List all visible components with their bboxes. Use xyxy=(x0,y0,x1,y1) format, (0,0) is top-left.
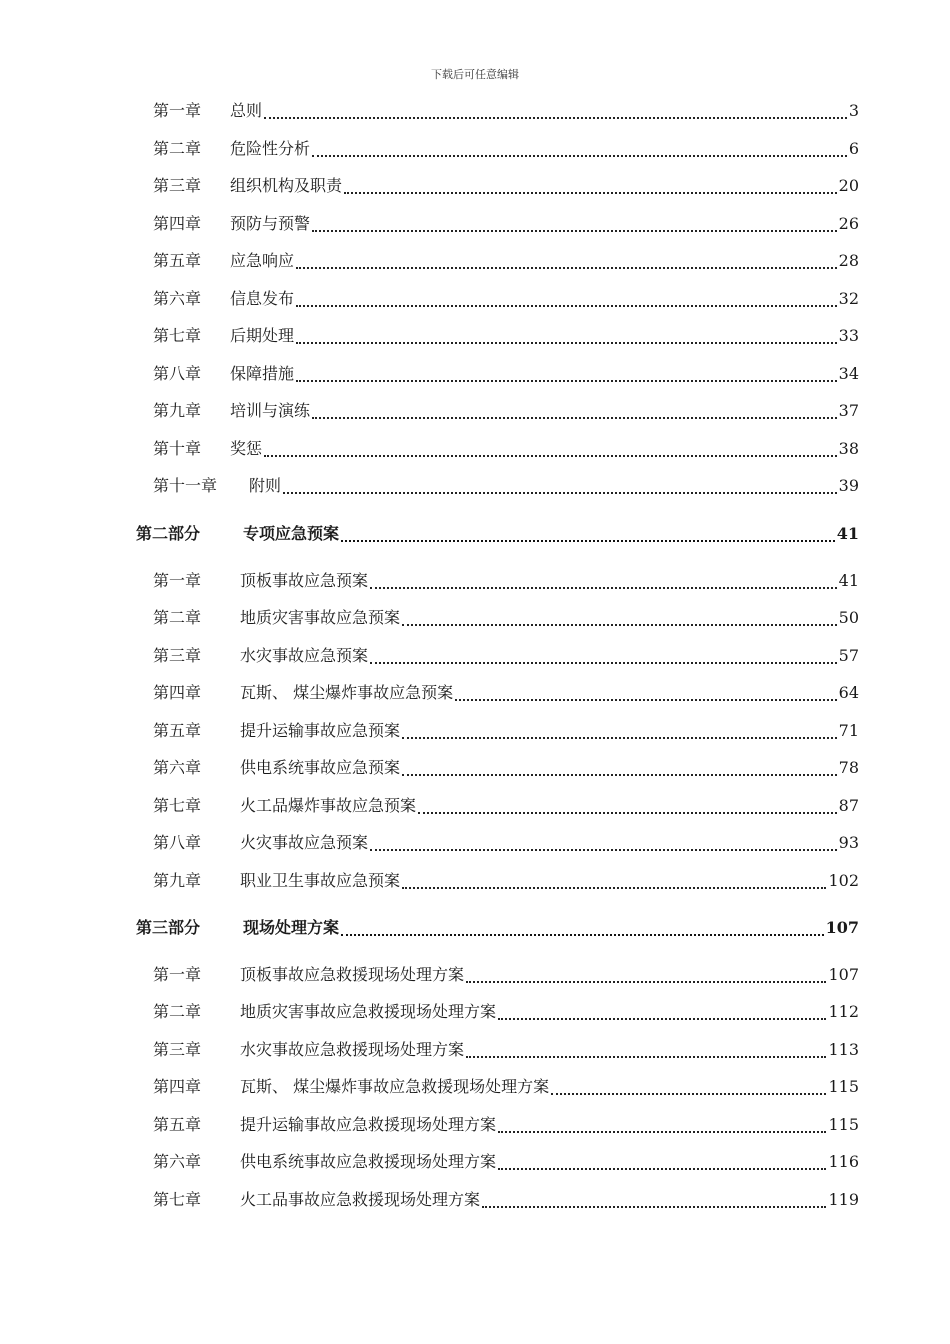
dot-leader xyxy=(344,192,837,194)
chapter-title: 保障措施 xyxy=(230,364,295,383)
page-number: 119 xyxy=(828,1190,859,1209)
page-number: 115 xyxy=(828,1115,859,1134)
chapter-number: 第九章 xyxy=(153,871,202,890)
toc-entry[interactable] xyxy=(153,756,859,780)
page-number: 113 xyxy=(828,1040,859,1059)
chapter-title: 火工品爆炸事故应急预案 xyxy=(240,796,417,815)
chapter-title: 提升运输事故应急救援现场处理方案 xyxy=(240,1115,497,1134)
chapter-number: 第六章 xyxy=(153,758,202,777)
page-number: 20 xyxy=(838,176,859,195)
page-number: 107 xyxy=(825,918,859,937)
dot-leader xyxy=(498,1168,826,1170)
dot-leader xyxy=(283,492,837,494)
page-number: 87 xyxy=(838,796,859,815)
page-number: 64 xyxy=(838,683,859,702)
chapter-title: 提升运输事故应急预案 xyxy=(240,721,401,740)
part-title: 专项应急预案 xyxy=(243,524,340,543)
toc-entry[interactable] xyxy=(153,137,859,161)
dot-leader xyxy=(455,699,837,701)
chapter-number: 第五章 xyxy=(153,1115,202,1134)
page-number: 32 xyxy=(838,289,859,308)
toc-part-heading[interactable] xyxy=(136,522,859,546)
dot-leader xyxy=(498,1131,826,1133)
page-number: 115 xyxy=(828,1077,859,1096)
chapter-title: 供电系统事故应急救援现场处理方案 xyxy=(240,1152,497,1171)
chapter-title: 瓦斯、 煤尘爆炸事故应急救援现场处理方案 xyxy=(240,1077,550,1096)
toc-entry[interactable] xyxy=(153,569,859,593)
chapter-number: 第四章 xyxy=(153,214,202,233)
chapter-title: 火工品事故应急救援现场处理方案 xyxy=(240,1190,481,1209)
page-header: 下载后可任意编辑 xyxy=(431,68,519,81)
toc-entry[interactable] xyxy=(153,1000,859,1024)
chapter-number: 第五章 xyxy=(153,251,202,270)
chapter-title: 供电系统事故应急预案 xyxy=(240,758,401,777)
chapter-number: 第二章 xyxy=(153,1002,202,1021)
chapter-title: 顶板事故应急救援现场处理方案 xyxy=(240,965,465,984)
dot-leader xyxy=(370,587,837,589)
toc-entry[interactable] xyxy=(153,1038,859,1062)
chapter-number: 第十章 xyxy=(153,439,202,458)
dot-leader xyxy=(551,1093,826,1095)
page-number: 39 xyxy=(838,476,859,495)
chapter-number: 第五章 xyxy=(153,721,202,740)
dot-leader xyxy=(312,230,837,232)
page-number: 50 xyxy=(838,608,859,627)
chapter-number: 第一章 xyxy=(153,571,202,590)
toc-entry[interactable] xyxy=(153,362,859,386)
dot-leader xyxy=(402,774,837,776)
page-number: 78 xyxy=(838,758,859,777)
chapter-title: 水灾事故应急预案 xyxy=(240,646,369,665)
chapter-title: 培训与演练 xyxy=(230,401,311,420)
toc-entry[interactable] xyxy=(153,1188,859,1212)
toc-entry[interactable] xyxy=(153,474,859,498)
toc-entry[interactable] xyxy=(153,99,859,123)
chapter-number: 第十一章 xyxy=(153,476,218,495)
dot-leader xyxy=(296,380,837,382)
toc-entry[interactable] xyxy=(153,1075,859,1099)
dot-leader xyxy=(341,934,824,936)
chapter-number: 第一章 xyxy=(153,965,202,984)
dot-leader xyxy=(402,887,826,889)
page-number: 116 xyxy=(828,1152,859,1171)
page-number: 102 xyxy=(828,871,859,890)
chapter-number: 第八章 xyxy=(153,833,202,852)
page-number: 71 xyxy=(838,721,859,740)
dot-leader xyxy=(466,981,826,983)
chapter-number: 第六章 xyxy=(153,289,202,308)
dot-leader xyxy=(296,305,837,307)
toc-entry[interactable] xyxy=(153,869,859,893)
chapter-title: 危险性分析 xyxy=(230,139,311,158)
chapter-title: 后期处理 xyxy=(230,326,295,345)
chapter-number: 第三章 xyxy=(153,646,202,665)
chapter-title: 职业卫生事故应急预案 xyxy=(240,871,401,890)
toc-entry[interactable] xyxy=(153,606,859,630)
page-number: 6 xyxy=(848,139,859,158)
page-number: 33 xyxy=(838,326,859,345)
toc-entry[interactable] xyxy=(153,831,859,855)
chapter-number: 第七章 xyxy=(153,796,202,815)
chapter-number: 第一章 xyxy=(153,101,202,120)
dot-leader xyxy=(402,737,837,739)
chapter-number: 第二章 xyxy=(153,139,202,158)
chapter-number: 第四章 xyxy=(153,683,202,702)
chapter-title: 应急响应 xyxy=(230,251,295,270)
toc-entry[interactable] xyxy=(153,399,859,423)
dot-leader xyxy=(296,267,837,269)
page-number: 38 xyxy=(838,439,859,458)
chapter-title: 信息发布 xyxy=(230,289,295,308)
part-title: 现场处理方案 xyxy=(243,918,340,937)
toc-entry[interactable] xyxy=(153,249,859,273)
toc-entry[interactable] xyxy=(153,719,859,743)
page-number: 41 xyxy=(838,571,859,590)
toc-entry[interactable] xyxy=(153,287,859,311)
page-number: 112 xyxy=(828,1002,859,1021)
chapter-number: 第九章 xyxy=(153,401,202,420)
page-number: 57 xyxy=(838,646,859,665)
page-number: 93 xyxy=(838,833,859,852)
dot-leader xyxy=(312,155,847,157)
dot-leader xyxy=(418,812,837,814)
dot-leader xyxy=(498,1018,826,1020)
chapter-title: 预防与预警 xyxy=(230,214,311,233)
chapter-number: 第四章 xyxy=(153,1077,202,1096)
chapter-title: 奖惩 xyxy=(230,439,263,458)
chapter-title: 瓦斯、 煤尘爆炸事故应急预案 xyxy=(240,683,454,702)
toc-entry[interactable] xyxy=(153,174,859,198)
part-label: 第二部分 xyxy=(136,524,201,543)
dot-leader xyxy=(370,849,837,851)
toc-entry[interactable] xyxy=(153,212,859,236)
dot-leader xyxy=(402,624,837,626)
dot-leader xyxy=(264,455,837,457)
dot-leader xyxy=(482,1206,826,1208)
page-number: 28 xyxy=(838,251,859,270)
toc-entry[interactable] xyxy=(153,963,859,987)
dot-leader xyxy=(466,1056,826,1058)
dot-leader xyxy=(370,662,837,664)
dot-leader xyxy=(341,540,835,542)
chapter-title: 附则 xyxy=(249,476,282,495)
chapter-number: 第二章 xyxy=(153,608,202,627)
toc-part-heading[interactable] xyxy=(136,916,859,940)
chapter-title: 火灾事故应急预案 xyxy=(240,833,369,852)
toc-entry[interactable] xyxy=(153,794,859,818)
toc-entry[interactable] xyxy=(153,1113,859,1137)
chapter-number: 第六章 xyxy=(153,1152,202,1171)
chapter-title: 顶板事故应急预案 xyxy=(240,571,369,590)
toc-entry[interactable] xyxy=(153,1150,859,1174)
dot-leader xyxy=(312,417,837,419)
chapter-number: 第三章 xyxy=(153,1040,202,1059)
chapter-title: 组织机构及职责 xyxy=(230,176,343,195)
toc-entry[interactable] xyxy=(153,644,859,668)
page-number: 107 xyxy=(828,965,859,984)
toc-entry[interactable] xyxy=(153,324,859,348)
page-number: 37 xyxy=(838,401,859,420)
chapter-title: 总则 xyxy=(230,101,263,120)
toc-entry[interactable] xyxy=(153,681,859,705)
chapter-title: 水灾事故应急救援现场处理方案 xyxy=(240,1040,465,1059)
page-number: 34 xyxy=(838,364,859,383)
page-number: 3 xyxy=(848,101,859,120)
chapter-number: 第三章 xyxy=(153,176,202,195)
chapter-title: 地质灾害事故应急预案 xyxy=(240,608,401,627)
toc-entry[interactable] xyxy=(153,437,859,461)
part-label: 第三部分 xyxy=(136,918,201,937)
chapter-number: 第八章 xyxy=(153,364,202,383)
page-number: 41 xyxy=(836,524,859,543)
chapter-title: 地质灾害事故应急救援现场处理方案 xyxy=(240,1002,497,1021)
dot-leader xyxy=(264,117,847,119)
dot-leader xyxy=(296,342,837,344)
chapter-number: 第七章 xyxy=(153,1190,202,1209)
page-number: 26 xyxy=(838,214,859,233)
chapter-number: 第七章 xyxy=(153,326,202,345)
